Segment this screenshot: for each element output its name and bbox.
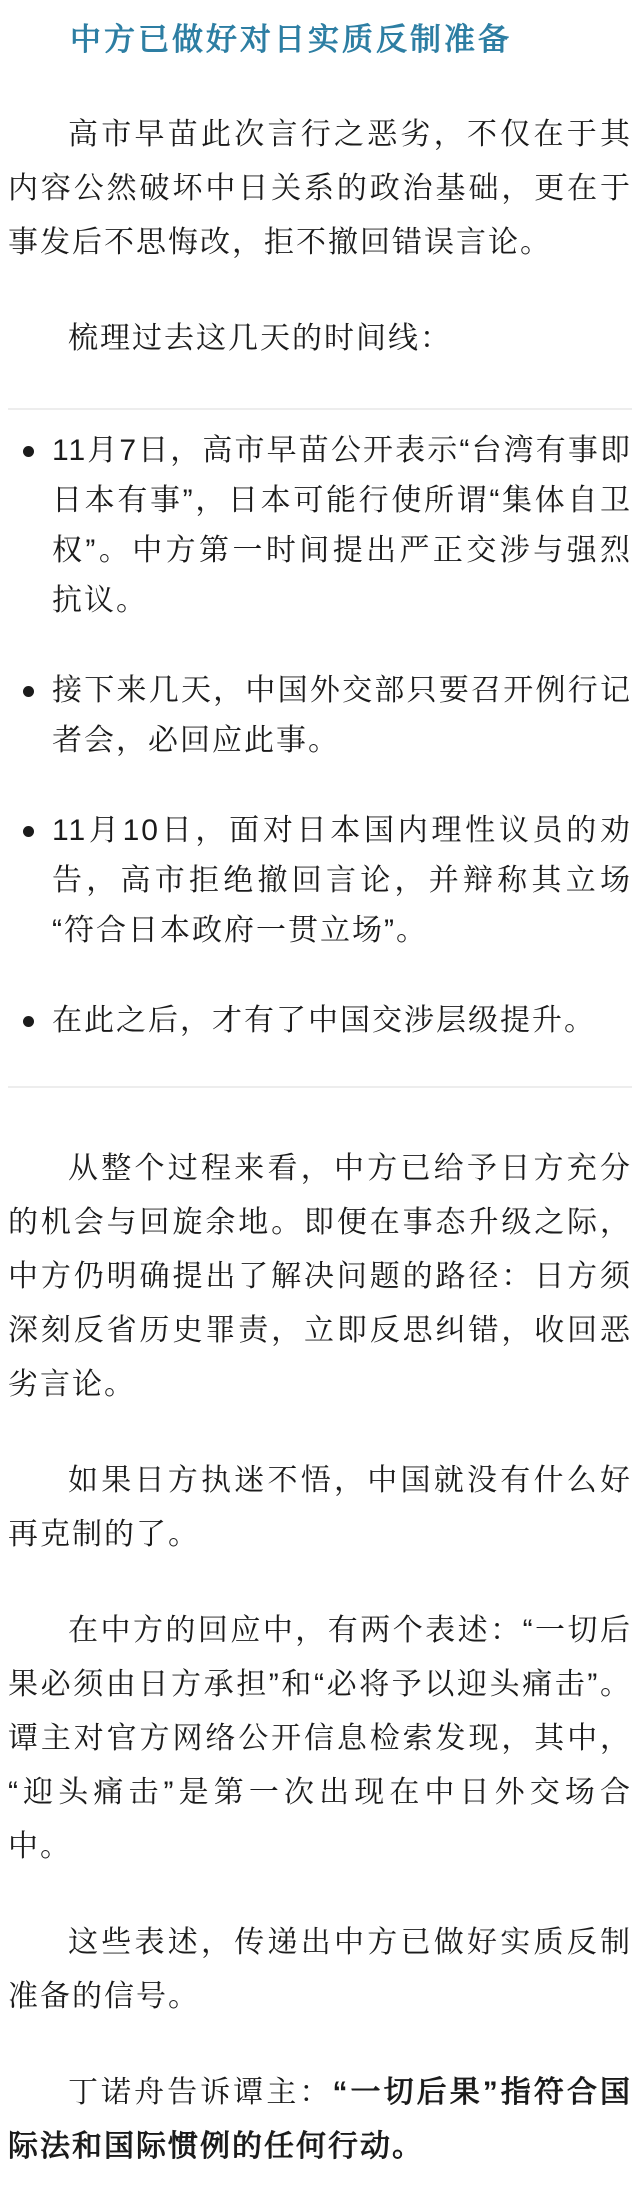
- bullet-icon: [23, 826, 34, 837]
- paragraph-no-restraint: 如果日方执迷不悟，中国就没有什么好再克制的了。: [8, 1464, 632, 1551]
- paragraph-signal: 这些表述，传递出中方已做好实质反制准备的信号。: [8, 1926, 632, 2013]
- article-title: 中方已做好对日实质反制准备: [70, 22, 512, 57]
- timeline-item-2: [8, 666, 632, 766]
- bullet-icon: [23, 1016, 34, 1027]
- section-divider-bottom: [8, 1086, 632, 1088]
- bullet-icon: [23, 446, 34, 457]
- section-divider-top: [8, 408, 632, 410]
- conclusion-lead-text: 丁诺舟告诉谭主：: [68, 2076, 333, 2109]
- conclusion-bold-text: “一切后果”指符合国际法和国际惯例的任何行动。: [8, 2076, 633, 2163]
- paragraph-conclusion: [8, 2066, 632, 2174]
- timeline-item-3-text: 11月10日，面对日本国内理性议员的劝告，高市拒绝撤回言论，并辩称其立场“符合日本政府一贯立场”。: [52, 814, 632, 947]
- timeline-item-4: [8, 996, 632, 1046]
- paragraph-process-review: 从整个过程来看，中方已给予日方充分的机会与回旋余地。即便在事态升级之际，中方仍明确提出了解决问题的路径：日方须深刻反省历史罪责，立即反思纠错，收回恶劣言论。: [8, 1152, 632, 1401]
- paragraph-intro: 高市早苗此次言行之恶劣，不仅在于其内容公然破坏中日关系的政治基础，更在于事发后不思悔改，拒不撤回错误言论。: [8, 118, 632, 259]
- timeline-list: [8, 420, 632, 1046]
- paragraph-timeline-intro: 梳理过去这几天的时间线：: [68, 322, 452, 355]
- timeline-item-1: [8, 426, 632, 626]
- timeline-item-1-text: 11月7日，高市早苗公开表示“台湾有事即日本有事”，日本可能行使所谓“集体自卫权”。中方第一时间提出严正交涉与强烈抗议。: [52, 434, 632, 617]
- bullet-icon: [23, 686, 34, 697]
- timeline-item-4-text: 在此之后，才有了中国交涉层级提升。: [52, 1004, 596, 1037]
- timeline-item-2-text: 接下来几天，中国外交部只要召开例行记者会，必回应此事。: [52, 674, 632, 757]
- paragraph-two-statements: 在中方的回应中，有两个表述：“一切后果必须由日方承担”和“必将予以迎头痛击”。谭主对官方网络公开信息检索发现，其中，“迎头痛击”是第一次出现在中日外交场合中。: [8, 1614, 632, 1863]
- timeline-item-3: [8, 806, 632, 956]
